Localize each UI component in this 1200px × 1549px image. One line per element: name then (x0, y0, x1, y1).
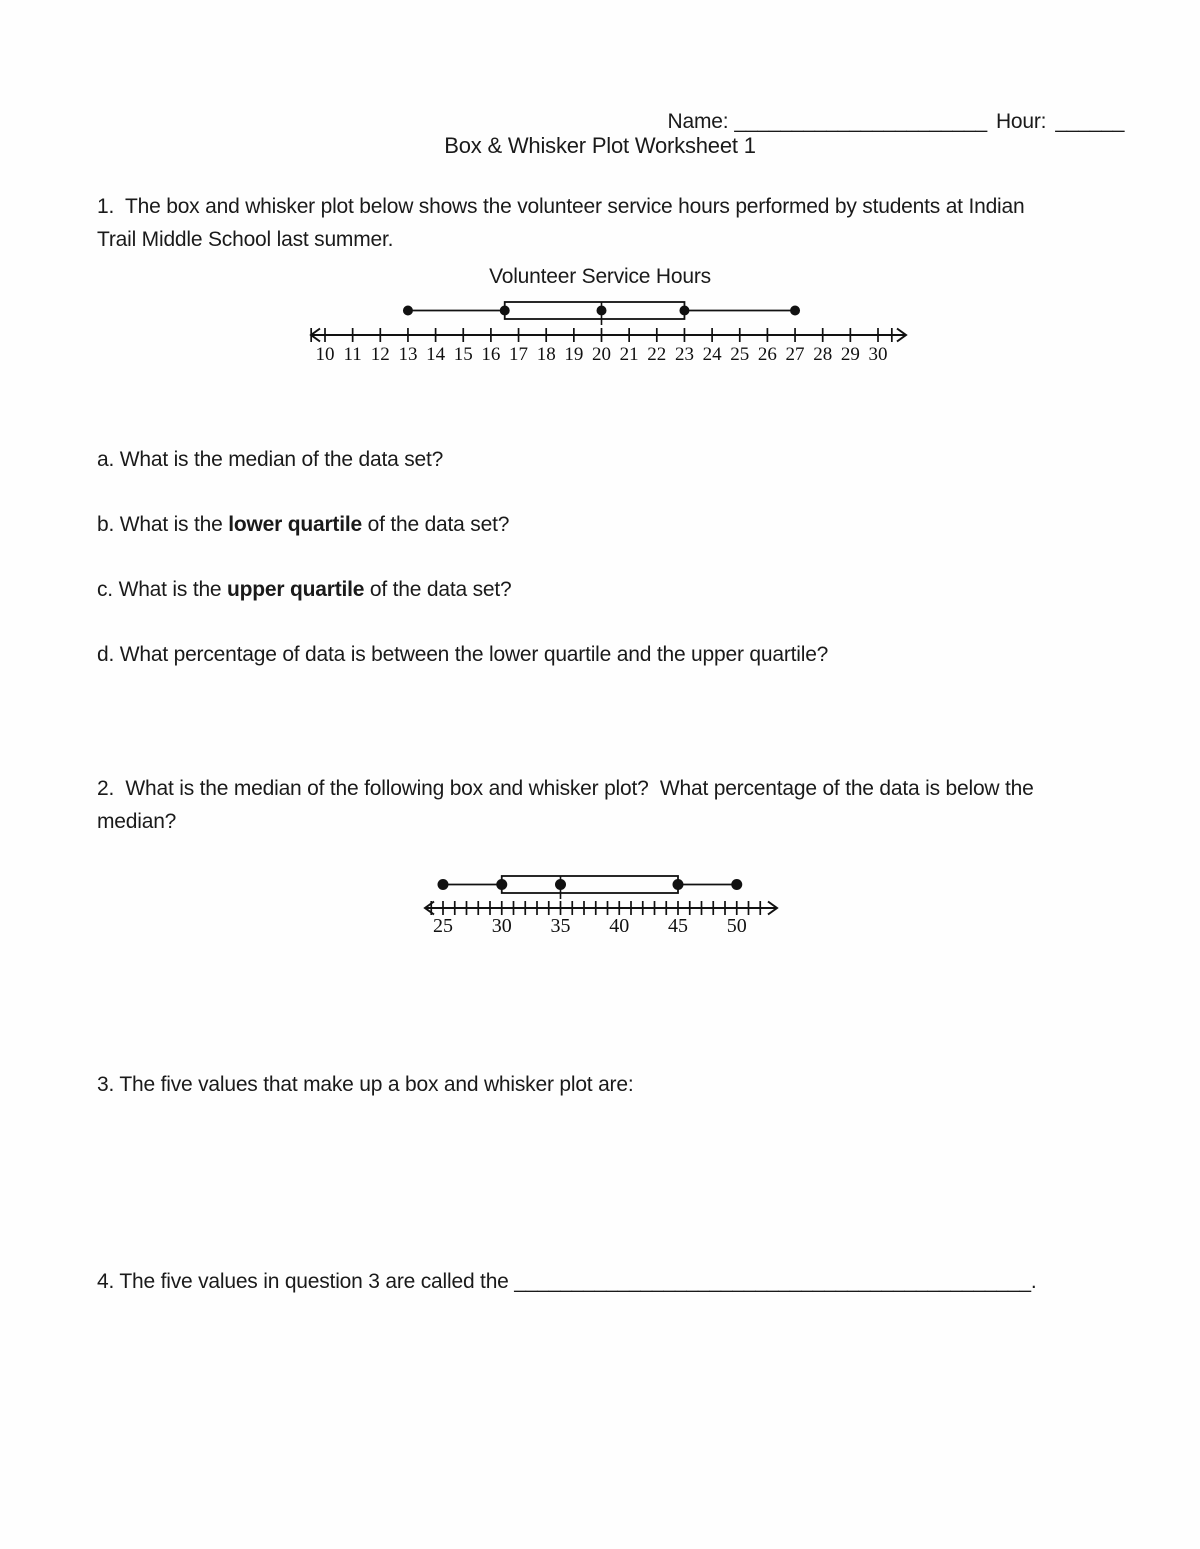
axis-label: 18 (536, 344, 556, 365)
hour-blank-line: ______ (1055, 110, 1125, 133)
question-2-line-1: 2. What is the median of the following box and whisker plot? What percentage of the data is below the (97, 777, 1034, 800)
axis-label: 26 (757, 344, 777, 365)
axis-label: 14 (426, 344, 446, 365)
axis-label: 28 (813, 344, 833, 365)
five-number-dot (673, 879, 684, 890)
question-4-blank-line: _____________________________________________ (514, 1270, 1031, 1293)
five-number-dot (555, 879, 566, 890)
boxplot-1 (300, 293, 920, 373)
axis-label: 21 (619, 344, 639, 365)
axis-label: 23 (674, 344, 694, 365)
question-1c-bold: upper quartile (227, 578, 365, 601)
five-number-dot (438, 879, 449, 890)
axis-label: 25 (433, 915, 453, 937)
five-number-dot (500, 306, 510, 316)
question-1-line-2: Trail Middle School last summer. (97, 228, 394, 251)
question-4 (97, 1265, 1037, 1298)
axis-label: 19 (564, 344, 584, 365)
five-number-dot (790, 306, 800, 316)
question-1b (97, 508, 509, 541)
question-1c-post: of the data set? (364, 578, 512, 601)
axis-label: 22 (647, 344, 667, 365)
five-number-dot (731, 879, 742, 890)
iqr-box (502, 876, 678, 893)
question-1b-post: of the data set? (361, 513, 510, 536)
axis-label: 30 (491, 915, 512, 937)
question-1b-bold: lower quartile (228, 513, 362, 536)
axis-label: 20 (592, 344, 611, 365)
axis-label: 35 (550, 915, 571, 937)
question-3: 3. The five values that make up a box and whisker plot are: (97, 1073, 634, 1096)
name-label: Name: (667, 110, 729, 133)
axis-label: 50 (726, 915, 747, 937)
axis-label: 40 (609, 915, 630, 937)
hour-label: Hour: (995, 110, 1047, 133)
axis-label: 27 (785, 344, 805, 365)
axis-label: 15 (453, 344, 473, 365)
five-number-dot (496, 879, 507, 890)
axis-label: 24 (702, 344, 722, 365)
axis-label: 10 (315, 344, 335, 365)
axis-label: 12 (370, 344, 390, 365)
question-1d: d. What percentage of data is between the lower quartile and the upper quartile? (97, 643, 829, 666)
axis-label: 45 (668, 915, 688, 937)
five-number-dot (679, 306, 689, 316)
axis-label: 29 (840, 344, 860, 365)
axis-label: 17 (509, 344, 529, 365)
question-4-period: . (1030, 1270, 1037, 1293)
boxplot-2 (415, 863, 795, 943)
question-4-pre: 4. The five values in question 3 are called the (97, 1270, 515, 1293)
question-1c-pre: c. What is the (97, 578, 228, 601)
plot1-title: Volunteer Service Hours (489, 265, 711, 288)
axis-label: 13 (398, 344, 418, 365)
question-1b-pre: b. What is the (97, 513, 229, 536)
five-number-dot (597, 306, 607, 316)
five-number-dot (403, 306, 413, 316)
iqr-box (505, 302, 685, 319)
axis-label: 11 (343, 344, 362, 365)
question-1c (97, 573, 511, 606)
question-2-line-2: median? (97, 810, 177, 833)
axis-label: 25 (730, 344, 750, 365)
question-1-line-1: 1. The box and whisker plot below shows the volunteer service hours performed by students at Indian (97, 195, 1025, 218)
axis-label: 16 (481, 344, 501, 365)
page-title: Box & Whisker Plot Worksheet 1 (444, 133, 756, 158)
axis-label: 30 (868, 344, 888, 365)
question-1a: a. What is the median of the data set? (97, 448, 444, 471)
name-blank-line: ______________________ (734, 110, 987, 133)
